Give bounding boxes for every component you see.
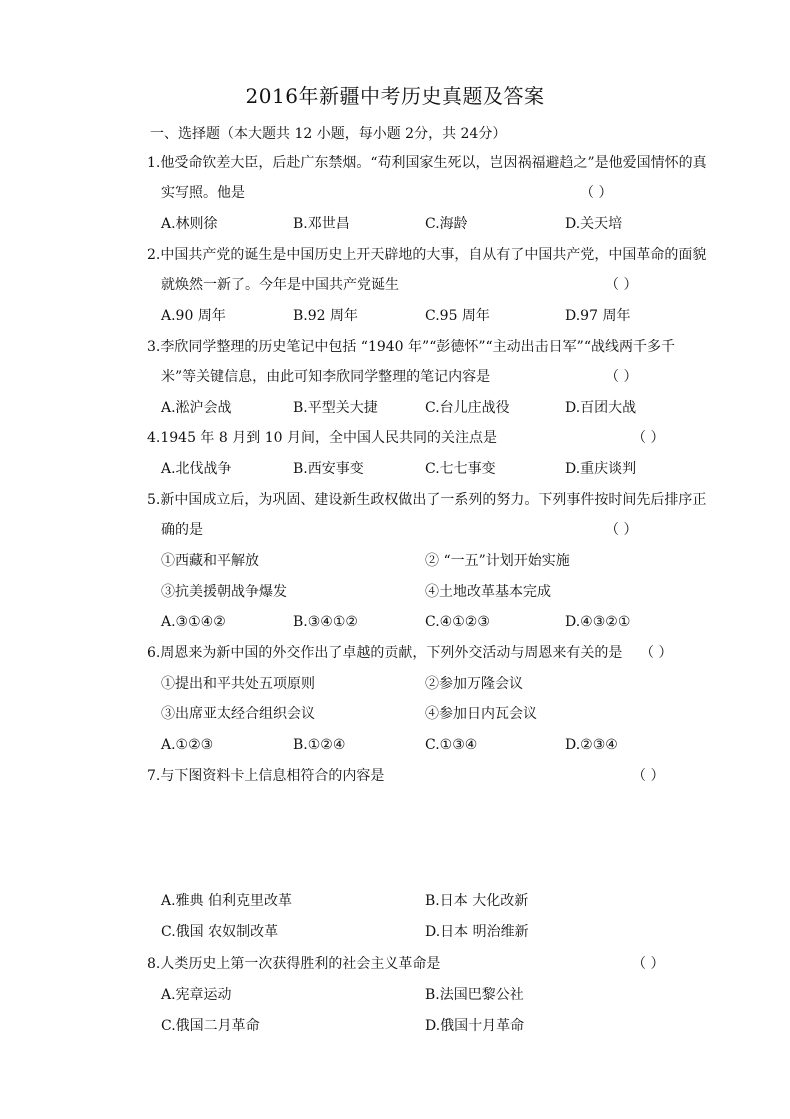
q5-item-2: ② “一五”计划开始实施 (425, 553, 570, 569)
q5-item-3: ③抗美援朝战争爆发 (161, 584, 287, 600)
q5-option-c: C.④①②③ (425, 614, 490, 630)
q1-stem-line2: 实写照。他是 (161, 185, 245, 201)
q2-option-b: B.92 周年 (293, 308, 359, 324)
q8-stem-line1: 8.人类历史上第一次获得胜利的社会主义革命是 (147, 956, 441, 972)
q7-stem-line1: 7.与下图资料卡上信息相符合的内容是 (147, 768, 385, 784)
q4-stem-line1: 4.1945 年 8 月到 10 月间，全中国人民共同的关注点是 (147, 430, 497, 446)
q7-option-c: C.俄国 农奴制改革 (161, 924, 279, 940)
q2-stem-line1: 2.中国共产党的诞生是中国历史上开天辟地的大事，自从有了中国共产党，中国革命的面貌 (147, 247, 707, 263)
q5-option-a: A.③①④② (161, 614, 226, 630)
q6-item-1: ①提出和平共处五项原则 (161, 676, 315, 692)
q3-stem-line1: 3.李欣同学整理的历史笔记中包括 “1940 年”“彭德怀”“主动出击日军”“战线两千多千 (147, 339, 675, 355)
q5-stem-line2: 确的是 (161, 522, 203, 538)
q7-answer-paren: （ ） (632, 768, 665, 784)
q3-stem-line2: 米”等关键信息，由此可知李欣同学整理的笔记内容是 (161, 369, 491, 385)
section-heading: 一、选择题（本大题共 12 小题，每小题 2分，共 24分） (150, 126, 507, 142)
q7-option-b: B.日本 大化改新 (425, 893, 529, 909)
q7-option-a: A.雅典 伯利克里改革 (161, 893, 293, 909)
q4-option-b: B.西安事变 (293, 461, 364, 477)
q2-option-d: D.97 周年 (565, 308, 631, 324)
q8-option-d: D.俄国十月革命 (425, 1018, 525, 1034)
q4-option-a: A.北伐战争 (161, 461, 232, 477)
q3-option-c: C.台儿庄战役 (425, 400, 510, 416)
q1-stem-line1: 1.他受命钦差大臣，后赴广东禁烟。“苟利国家生死以，岂因祸福避趋之”是他爱国情怀的真 (147, 155, 707, 171)
q4-option-c: C.七七事变 (425, 461, 496, 477)
q1-option-a: A.林则徐 (161, 216, 218, 232)
q6-item-4: ④参加日内瓦会议 (425, 706, 537, 722)
page-title: 2016年新疆中考历史真题及答案 (245, 84, 545, 108)
q8-option-c: C.俄国二月革命 (161, 1018, 260, 1034)
q5-option-d: D.④③②① (565, 614, 631, 630)
q8-option-a: A.宪章运动 (161, 987, 232, 1003)
q7-option-d: D.日本 明治维新 (425, 924, 529, 940)
q5-option-b: B.③④①② (293, 614, 358, 630)
q6-option-b: B.①②④ (293, 737, 346, 753)
q5-item-1: ①西藏和平解放 (161, 553, 259, 569)
q3-option-b: B.平型关大捷 (293, 400, 378, 416)
q5-item-4: ④土地改革基本完成 (425, 584, 551, 600)
q1-option-c: C.海龄 (425, 216, 468, 232)
q6-option-a: A.①②③ (161, 737, 214, 753)
q2-stem-line2: 就焕然一新了。今年是中国共产党诞生 (161, 277, 399, 293)
q1-option-b: B.邓世昌 (293, 216, 350, 232)
q3-option-a: A.淞沪会战 (161, 400, 232, 416)
q4-answer-paren: （ ） (632, 430, 665, 446)
q6-answer-paren: （ ） (640, 645, 673, 661)
q8-answer-paren: （ ） (632, 956, 665, 972)
q1-option-d: D.关天培 (565, 216, 623, 232)
q2-option-c: C.95 周年 (425, 308, 490, 324)
q6-option-d: D.②③④ (565, 737, 618, 753)
q6-option-c: C.①③④ (425, 737, 478, 753)
q3-answer-paren: （ ） (605, 369, 638, 385)
q6-stem-line1: 6.周恩来为新中国的外交作出了卓越的贡献，下列外交活动与周恩来有关的是 (147, 645, 623, 661)
q1-answer-paren: （ ） (580, 185, 613, 201)
q6-item-3: ③出席亚太经合组织会议 (161, 706, 315, 722)
q3-option-d: D.百团大战 (565, 400, 637, 416)
q6-item-2: ②参加万隆会议 (425, 676, 523, 692)
q2-answer-paren: （ ） (605, 277, 638, 293)
q8-option-b: B.法国巴黎公社 (425, 987, 524, 1003)
q2-option-a: A.90 周年 (161, 308, 226, 324)
q5-answer-paren: （ ） (605, 522, 638, 538)
q5-stem-line1: 5.新中国成立后，为巩固、建设新生政权做出了一系列的努力。下列事件按时间先后排序正 (147, 492, 707, 508)
q4-option-d: D.重庆谈判 (565, 461, 637, 477)
